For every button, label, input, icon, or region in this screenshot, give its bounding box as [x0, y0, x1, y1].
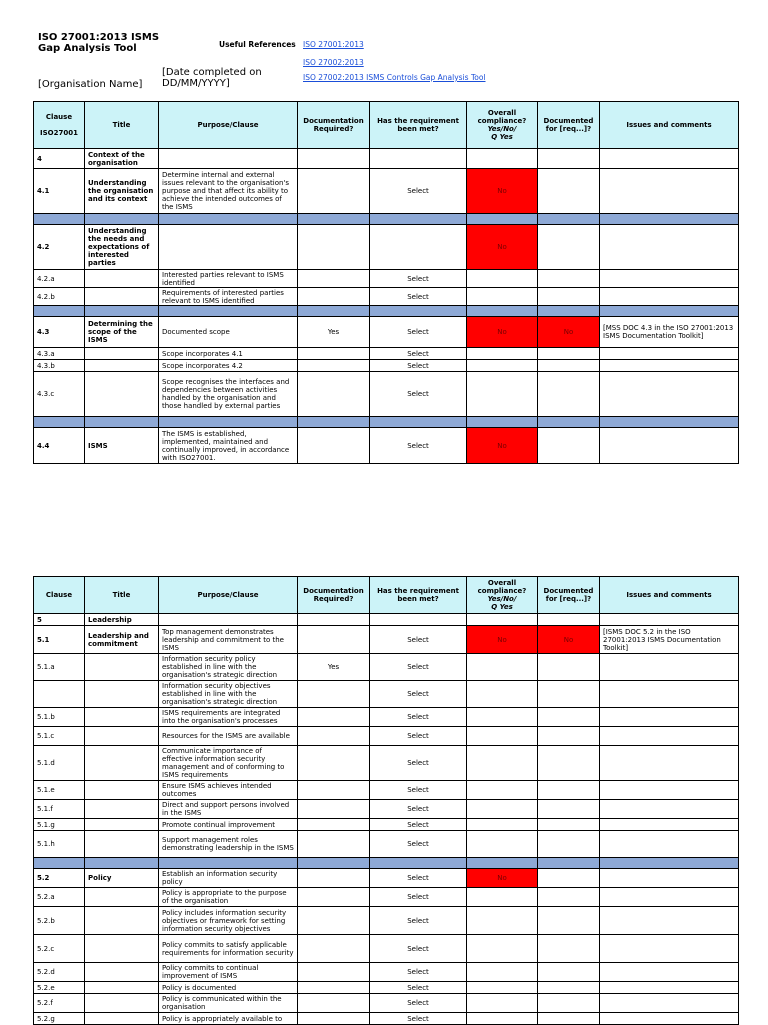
cell-purpose: Policy commits to satisfy applicable requirements for information security [159, 935, 298, 963]
table-row [34, 907, 739, 935]
cell-met-select[interactable]: Select [370, 708, 467, 727]
cell-clause: 4.3 [34, 317, 85, 348]
table-row [34, 982, 739, 994]
col-docreq-header: Documentation Required? [298, 102, 370, 149]
col-purpose-header: Purpose/Clause [159, 577, 298, 614]
cell-overall[interactable] [467, 727, 538, 746]
cell-issues [600, 270, 739, 288]
cell-title: Understanding the needs and expectations of interested parties [85, 225, 159, 270]
cell-documented [538, 348, 600, 360]
table-row [34, 681, 739, 708]
cell-overall[interactable] [467, 982, 538, 994]
cell-docreq [298, 225, 370, 270]
cell-purpose: Information security policy established in line with the organisation's strategic direction [159, 654, 298, 681]
cell-met-select[interactable]: Select [370, 1013, 467, 1025]
cell-purpose: Scope recognises the interfaces and dependencies between activities handled by the organisation and those handled by external parties [159, 372, 298, 417]
cell-met-select[interactable]: Select [370, 348, 467, 360]
gap-table-clause-4 [33, 101, 739, 464]
cell-overall[interactable]: No [467, 869, 538, 888]
cell-docreq [298, 800, 370, 819]
cell-overall[interactable] [467, 288, 538, 306]
cell-met-select[interactable]: Select [370, 270, 467, 288]
cell-clause: 4.3.a [34, 348, 85, 360]
cell-clause: 5.1.f [34, 800, 85, 819]
cell-title [85, 348, 159, 360]
table-row [34, 963, 739, 982]
cell-clause [34, 681, 85, 708]
cell-documented [538, 963, 600, 982]
cell-issues [600, 869, 739, 888]
cell-documented [538, 360, 600, 372]
table-row [34, 746, 739, 781]
cell-clause: 5.1.e [34, 781, 85, 800]
cell-clause: 4 [34, 149, 85, 169]
cell-title [85, 288, 159, 306]
cell-documented [538, 288, 600, 306]
cell-met-select[interactable]: Select [370, 654, 467, 681]
cell-docreq [298, 681, 370, 708]
cell-overall[interactable] [467, 746, 538, 781]
table-row [34, 348, 739, 360]
table-row [34, 888, 739, 907]
cell-docreq [298, 819, 370, 831]
cell-overall[interactable]: No [467, 169, 538, 214]
cell-clause: 4.3.c [34, 372, 85, 417]
cell-met-select[interactable] [370, 614, 467, 626]
cell-clause: 5.2.e [34, 982, 85, 994]
cell-title [85, 708, 159, 727]
cell-docreq [298, 428, 370, 464]
cell-title [85, 935, 159, 963]
cell-title [85, 360, 159, 372]
cell-overall[interactable] [467, 614, 538, 626]
cell-purpose: Ensure ISMS achieves intended outcomes [159, 781, 298, 800]
cell-purpose: Documented scope [159, 317, 298, 348]
cell-purpose: Policy includes information security objectives or framework for setting information security objectives [159, 907, 298, 935]
separator-row [34, 417, 739, 428]
col-overall-header: Overall compliance? Yes/No/ Q Yes [467, 577, 538, 614]
cell-docreq [298, 288, 370, 306]
cell-purpose [159, 225, 298, 270]
cell-issues [600, 169, 739, 214]
cell-issues [600, 781, 739, 800]
cell-overall[interactable] [467, 963, 538, 982]
cell-documented [538, 727, 600, 746]
cell-documented [538, 907, 600, 935]
table-row [34, 288, 739, 306]
cell-clause: 4.2 [34, 225, 85, 270]
cell-purpose: Policy is documented [159, 982, 298, 994]
link-iso-27002[interactable]: ISO 27002:2013 [303, 58, 364, 67]
col-purpose-header: Purpose/Clause [159, 102, 298, 149]
table-row [34, 654, 739, 681]
link-controls-gap-tool[interactable]: ISO 27002:2013 ISMS Controls Gap Analysis Tool [303, 73, 486, 82]
cell-met-select[interactable] [370, 225, 467, 270]
cell-title [85, 888, 159, 907]
cell-clause: 5 [34, 614, 85, 626]
cell-met-select[interactable]: Select [370, 746, 467, 781]
cell-clause: 5.1.h [34, 831, 85, 858]
cell-met-select[interactable]: Select [370, 372, 467, 417]
table-row [34, 869, 739, 888]
cell-issues [600, 831, 739, 858]
cell-title [85, 781, 159, 800]
date-line2: DD/MM/YYYY] [162, 78, 230, 89]
cell-issues [600, 727, 739, 746]
table-row [34, 708, 739, 727]
cell-clause: 4.3.b [34, 360, 85, 372]
cell-issues [600, 819, 739, 831]
cell-issues [600, 288, 739, 306]
table-row [34, 831, 739, 858]
table-row [34, 225, 739, 270]
cell-overall[interactable] [467, 149, 538, 169]
cell-documented [538, 614, 600, 626]
cell-issues [600, 1013, 739, 1025]
cell-met-select[interactable]: Select [370, 169, 467, 214]
cell-met-select[interactable]: Select [370, 888, 467, 907]
table-row [34, 1013, 739, 1025]
cell-purpose: Resources for the ISMS are available [159, 727, 298, 746]
cell-issues [600, 982, 739, 994]
cell-issues [600, 907, 739, 935]
col-documented-header: Documented for [req...]? [538, 102, 600, 149]
cell-purpose: Policy is appropriate to the purpose of the organisation [159, 888, 298, 907]
cell-overall[interactable]: No [467, 225, 538, 270]
cell-documented [538, 428, 600, 464]
cell-clause: 4.2.b [34, 288, 85, 306]
cell-overall[interactable]: No [467, 428, 538, 464]
cell-issues: [ISMS DOC 5.2 in the ISO 27001:2013 ISMS Documentation Toolkit] [600, 626, 739, 654]
cell-title [85, 372, 159, 417]
cell-issues [600, 963, 739, 982]
table-row [34, 614, 739, 626]
link-iso-27001[interactable]: ISO 27001:2013 [303, 40, 364, 49]
cell-purpose: Interested parties relevant to ISMS identified [159, 270, 298, 288]
cell-purpose: Communicate importance of effective information security management and of conforming to ISMS requirements [159, 746, 298, 781]
cell-issues: [MSS DOC 4.3 in the ISO 27001:2013 ISMS Documentation Toolkit] [600, 317, 739, 348]
cell-overall[interactable] [467, 708, 538, 727]
cell-met-select[interactable]: Select [370, 727, 467, 746]
cell-issues [600, 681, 739, 708]
separator-row [34, 214, 739, 225]
cell-documented [538, 994, 600, 1013]
table-row [34, 935, 739, 963]
cell-clause: 5.2.f [34, 994, 85, 1013]
cell-issues [600, 708, 739, 727]
col-overall-header: Overall compliance? Yes/No/ Q Yes [467, 102, 538, 149]
cell-overall[interactable] [467, 360, 538, 372]
col-docreq-header: Documentation Required? [298, 577, 370, 614]
cell-purpose: Establish an information security policy [159, 869, 298, 888]
cell-issues [600, 225, 739, 270]
separator-row [34, 858, 739, 869]
cell-purpose: Direct and support persons involved in the ISMS [159, 800, 298, 819]
cell-overall[interactable]: No [467, 626, 538, 654]
cell-docreq [298, 708, 370, 727]
cell-docreq [298, 994, 370, 1013]
cell-issues [600, 994, 739, 1013]
cell-overall[interactable] [467, 781, 538, 800]
table-row [34, 372, 739, 417]
cell-issues [600, 149, 739, 169]
table-row [34, 317, 739, 348]
cell-overall[interactable] [467, 270, 538, 288]
cell-issues [600, 888, 739, 907]
table-row [34, 994, 739, 1013]
cell-clause: 5.1.c [34, 727, 85, 746]
cell-met-select[interactable]: Select [370, 288, 467, 306]
cell-documented [538, 270, 600, 288]
cell-met-select[interactable]: Select [370, 681, 467, 708]
cell-overall[interactable] [467, 654, 538, 681]
cell-docreq [298, 982, 370, 994]
cell-purpose [159, 614, 298, 626]
col-clause-header: Clause ISO27001 [34, 102, 85, 149]
cell-met-select[interactable]: Select [370, 963, 467, 982]
col-met-header: Has the requirement been met? [370, 577, 467, 614]
cell-docreq: Yes [298, 654, 370, 681]
cell-issues [600, 428, 739, 464]
cell-overall[interactable] [467, 888, 538, 907]
table-row [34, 149, 739, 169]
table-header-row [34, 102, 739, 149]
cell-title [85, 994, 159, 1013]
cell-title: Understanding the organisation and its context [85, 169, 159, 214]
cell-overall[interactable] [467, 907, 538, 935]
cell-purpose: Top management demonstrates leadership and commitment to the ISMS [159, 626, 298, 654]
cell-met-select[interactable]: Select [370, 428, 467, 464]
cell-clause: 5.1 [34, 626, 85, 654]
table-row [34, 819, 739, 831]
cell-issues [600, 360, 739, 372]
col-clause-header: Clause [34, 577, 85, 614]
cell-met-select[interactable]: Select [370, 360, 467, 372]
cell-documented [538, 935, 600, 963]
cell-clause: 4.1 [34, 169, 85, 214]
cell-title: Context of the organisation [85, 149, 159, 169]
cell-purpose: ISMS requirements are integrated into the organisation's processes [159, 708, 298, 727]
cell-clause: 5.2.c [34, 935, 85, 963]
cell-documented[interactable]: No [538, 317, 600, 348]
cell-purpose: Determine internal and external issues relevant to the organisation's purpose and that affect its ability to achieve the intended outcomes of the ISMS [159, 169, 298, 214]
cell-docreq [298, 372, 370, 417]
table-row [34, 270, 739, 288]
col-title-header: Title [85, 577, 159, 614]
cell-met-select[interactable]: Select [370, 800, 467, 819]
cell-title: ISMS [85, 428, 159, 464]
cell-overall[interactable] [467, 348, 538, 360]
cell-clause: 4.4 [34, 428, 85, 464]
cell-docreq [298, 149, 370, 169]
table-row [34, 360, 739, 372]
cell-issues [600, 614, 739, 626]
cell-clause: 5.2.d [34, 963, 85, 982]
cell-docreq [298, 270, 370, 288]
cell-overall[interactable] [467, 1013, 538, 1025]
cell-documented [538, 149, 600, 169]
cell-docreq [298, 348, 370, 360]
cell-overall[interactable] [467, 994, 538, 1013]
cell-docreq [298, 935, 370, 963]
cell-clause: 4.2.a [34, 270, 85, 288]
cell-clause: 5.2.b [34, 907, 85, 935]
organisation-name: [Organisation Name] [38, 79, 143, 90]
cell-title [85, 907, 159, 935]
cell-met-select[interactable]: Select [370, 831, 467, 858]
cell-purpose: Information security objectives established in line with the organisation's strategic direction [159, 681, 298, 708]
table-row [34, 428, 739, 464]
cell-met-select[interactable]: Select [370, 317, 467, 348]
cell-documented [538, 781, 600, 800]
col-issues-header: Issues and comments [600, 102, 739, 149]
cell-docreq [298, 1013, 370, 1025]
cell-title [85, 654, 159, 681]
cell-met-select[interactable]: Select [370, 626, 467, 654]
cell-met-select[interactable] [370, 149, 467, 169]
cell-documented [538, 831, 600, 858]
cell-purpose: Policy commits to continual improvement of ISMS [159, 963, 298, 982]
cell-documented [538, 681, 600, 708]
useful-references-label: Useful References [219, 40, 296, 49]
cell-issues [600, 800, 739, 819]
cell-docreq: Yes [298, 317, 370, 348]
cell-overall[interactable] [467, 681, 538, 708]
cell-docreq [298, 963, 370, 982]
cell-clause: 5.1.a [34, 654, 85, 681]
cell-documented [538, 982, 600, 994]
cell-docreq [298, 907, 370, 935]
cell-documented[interactable]: No [538, 626, 600, 654]
cell-title [85, 831, 159, 858]
cell-documented [538, 869, 600, 888]
cell-docreq [298, 169, 370, 214]
cell-met-select[interactable]: Select [370, 819, 467, 831]
cell-docreq [298, 727, 370, 746]
cell-overall[interactable] [467, 800, 538, 819]
document-title [38, 32, 159, 54]
cell-docreq [298, 614, 370, 626]
col-met-header: Has the requirement been met? [370, 102, 467, 149]
cell-purpose: Policy is communicated within the organisation [159, 994, 298, 1013]
cell-overall[interactable] [467, 372, 538, 417]
document-title-line2: Gap Analysis Tool [38, 43, 137, 54]
cell-title [85, 982, 159, 994]
cell-title [85, 270, 159, 288]
cell-issues [600, 348, 739, 360]
col-issues-header: Issues and comments [600, 577, 739, 614]
cell-met-select[interactable]: Select [370, 982, 467, 994]
cell-title: Policy [85, 869, 159, 888]
table-row [34, 800, 739, 819]
table-row [34, 781, 739, 800]
cell-documented [538, 372, 600, 417]
cell-docreq [298, 360, 370, 372]
cell-title: Determining the scope of the ISMS [85, 317, 159, 348]
cell-documented [538, 1013, 600, 1025]
cell-title [85, 681, 159, 708]
cell-docreq [298, 781, 370, 800]
cell-issues [600, 746, 739, 781]
cell-overall[interactable] [467, 819, 538, 831]
cell-documented [538, 654, 600, 681]
cell-documented [538, 819, 600, 831]
cell-documented [538, 708, 600, 727]
cell-purpose [159, 149, 298, 169]
cell-met-select[interactable]: Select [370, 935, 467, 963]
cell-purpose: The ISMS is established, implemented, maintained and continually improved, in accordance with ISO27001. [159, 428, 298, 464]
cell-purpose: Promote continual improvement [159, 819, 298, 831]
gap-table-clause-5 [33, 576, 739, 1025]
cell-title: Leadership and commitment [85, 626, 159, 654]
cell-overall[interactable] [467, 831, 538, 858]
cell-documented [538, 888, 600, 907]
table-row [34, 626, 739, 654]
cell-issues [600, 654, 739, 681]
cell-met-select[interactable]: Select [370, 781, 467, 800]
cell-met-select[interactable]: Select [370, 994, 467, 1013]
cell-title [85, 746, 159, 781]
date-line1: [Date completed on [162, 67, 262, 78]
cell-purpose: Requirements of interested parties relevant to ISMS identified [159, 288, 298, 306]
col-documented-header: Documented for [req...]? [538, 577, 600, 614]
cell-clause: 5.1.d [34, 746, 85, 781]
document-title-line1: ISO 27001:2013 ISMS [38, 32, 160, 43]
cell-purpose: Support management roles demonstrating leadership in the ISMS [159, 831, 298, 858]
col-title-header: Title [85, 102, 159, 149]
cell-met-select[interactable]: Select [370, 907, 467, 935]
cell-issues [600, 372, 739, 417]
cell-purpose: Scope incorporates 4.2 [159, 360, 298, 372]
cell-met-select[interactable]: Select [370, 869, 467, 888]
table-row [34, 727, 739, 746]
cell-overall[interactable] [467, 935, 538, 963]
cell-title [85, 963, 159, 982]
cell-documented [538, 225, 600, 270]
cell-title: Leadership [85, 614, 159, 626]
table-row [34, 169, 739, 214]
cell-title [85, 819, 159, 831]
cell-title [85, 1013, 159, 1025]
cell-issues [600, 935, 739, 963]
cell-clause: 5.2.g [34, 1013, 85, 1025]
cell-overall[interactable]: No [467, 317, 538, 348]
cell-docreq [298, 831, 370, 858]
cell-documented [538, 169, 600, 214]
cell-docreq [298, 888, 370, 907]
cell-purpose: Scope incorporates 4.1 [159, 348, 298, 360]
table-header-row [34, 577, 739, 614]
cell-clause: 5.2.a [34, 888, 85, 907]
cell-docreq [298, 746, 370, 781]
date-completed [162, 67, 272, 89]
cell-clause: 5.1.b [34, 708, 85, 727]
cell-docreq [298, 626, 370, 654]
cell-documented [538, 800, 600, 819]
cell-documented [538, 746, 600, 781]
cell-title [85, 727, 159, 746]
cell-title [85, 800, 159, 819]
cell-docreq [298, 869, 370, 888]
separator-row [34, 306, 739, 317]
cell-clause: 5.2 [34, 869, 85, 888]
cell-clause: 5.1.g [34, 819, 85, 831]
cell-purpose: Policy is appropriately available to [159, 1013, 298, 1025]
